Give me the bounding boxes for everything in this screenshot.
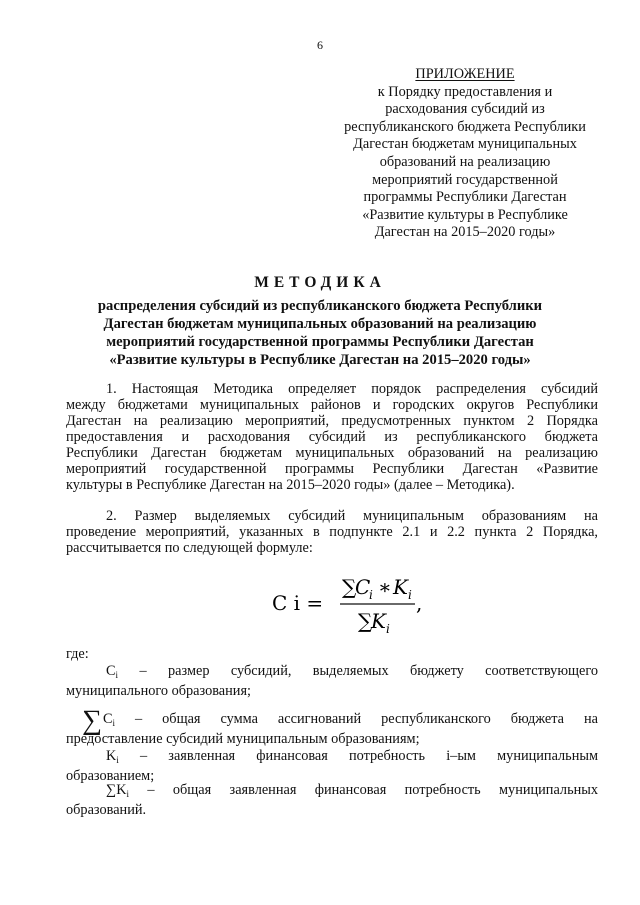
formula-lhs: C i = bbox=[272, 591, 324, 615]
formula-svg bbox=[272, 572, 422, 636]
sigma-symbol: ∑ bbox=[82, 705, 102, 736]
definition-line: образований. bbox=[66, 802, 147, 818]
formula-times: ∗ bbox=[378, 575, 392, 599]
paragraph-line: Дагестан на реализацию мероприятий, предусмотренных пунктом 2 Порядка bbox=[66, 413, 598, 429]
appendix-line: республиканского бюджета Республики bbox=[344, 118, 586, 135]
definition-line bbox=[66, 705, 598, 736]
appendix-line: образований на реализацию bbox=[379, 153, 551, 170]
symbol-sub: i bbox=[116, 755, 119, 765]
definition-text: – общая заявленная финансовая потребность муниципальных bbox=[147, 782, 598, 798]
paragraph-line: проведение мероприятий, указанных в подпункте 2.1 и 2.2 пункта 2 Порядка, bbox=[66, 524, 598, 540]
appendix-heading: ПРИЛОЖЕНИЕ bbox=[415, 66, 515, 82]
appendix-line: Дагестан бюджетам муниципальных bbox=[353, 136, 577, 153]
symbol-c: C bbox=[102, 711, 113, 727]
definition-line bbox=[66, 663, 598, 683]
symbol-sub: i bbox=[126, 789, 130, 799]
paragraph-line: рассчитывается по следующей формуле: bbox=[66, 540, 313, 556]
definition-sum-ki bbox=[66, 782, 598, 818]
appendix-line: программы Республики Дагестан bbox=[363, 189, 567, 206]
definition-line: образованием; bbox=[66, 768, 155, 784]
formula-num-c-sub: i bbox=[369, 588, 373, 602]
paragraph-line: Республики Дагестан бюджетам муниципальных образований на реализацию bbox=[66, 445, 598, 461]
paragraph-1 bbox=[66, 381, 598, 493]
page-number: 6 bbox=[317, 38, 323, 52]
paragraph-line: между бюджетами муниципальных районов и городских округов Республики bbox=[66, 397, 598, 413]
definition-line bbox=[66, 782, 598, 802]
appendix-line: Дагестан на 2015–2020 годы» bbox=[374, 224, 556, 241]
method-title: МЕТОДИКА bbox=[254, 274, 386, 291]
where-text: где: bbox=[66, 646, 89, 662]
definition-sum-ci bbox=[66, 705, 598, 747]
sigma-symbol: ∑ bbox=[106, 782, 117, 798]
appendix-line: «Развитие культуры в Республике bbox=[362, 206, 568, 223]
symbol-k: K bbox=[106, 748, 117, 764]
definition-ki bbox=[66, 748, 598, 784]
subtitle-line: «Развитие культуры в Республике Дагестан на 2015–2020 годы» bbox=[109, 352, 531, 368]
method-subtitle bbox=[70, 297, 570, 369]
symbol-c: C bbox=[106, 663, 116, 679]
formula-num-k: K bbox=[393, 575, 408, 599]
formula-num-c: C bbox=[355, 575, 371, 599]
where-label bbox=[66, 646, 598, 662]
appendix-line: к Порядку предоставления и bbox=[377, 83, 553, 100]
appendix-line: мероприятий государственной bbox=[372, 171, 558, 188]
formula-num-sigma: ∑ bbox=[342, 575, 357, 599]
paragraph-line: культуры в Республике Дагестан на 2015–2020 годы» (далее – Методика). bbox=[66, 477, 515, 493]
symbol-sub: i bbox=[112, 718, 116, 728]
definition-line: предоставление субсидий муниципальным образованиям; bbox=[66, 731, 420, 747]
symbol-k: K bbox=[116, 782, 127, 798]
paragraph-line: 1. Настоящая Методика определяет порядок распределения субсидий bbox=[106, 381, 598, 397]
definition-line: муниципального образования; bbox=[66, 683, 251, 699]
definition-text: – размер субсидий, выделяемых бюджету соответствующего bbox=[139, 663, 599, 679]
definition-ci bbox=[66, 663, 598, 699]
subtitle-line: распределения субсидий из республиканского бюджета Республики bbox=[97, 298, 543, 314]
subtitle-line: мероприятий государственной программы Республики Дагестан bbox=[106, 334, 534, 350]
formula bbox=[272, 572, 422, 636]
formula-comma: , bbox=[416, 591, 423, 615]
formula-num-k-sub: i bbox=[408, 588, 412, 602]
appendix-line: расходования субсидий из bbox=[385, 101, 545, 118]
formula-den-k: K bbox=[371, 609, 386, 633]
definition-text: – заявленная финансовая потребность i–ым муниципальным bbox=[140, 748, 598, 764]
paragraph-2 bbox=[66, 508, 598, 556]
definition-text: – общая сумма ассигнований республиканского бюджета на bbox=[135, 711, 598, 727]
paragraph-line: предоставления и расходования субсидий из республиканского бюджета bbox=[66, 429, 598, 445]
symbol-sub: i bbox=[115, 670, 119, 680]
subtitle-line: Дагестан бюджетам муниципальных образований на реализацию bbox=[103, 316, 537, 332]
formula-den-sigma: ∑ bbox=[358, 609, 373, 633]
paragraph-line: мероприятий государственной программы Республики Дагестан «Развитие bbox=[66, 461, 598, 477]
formula-den-k-sub: i bbox=[386, 622, 390, 636]
paragraph-line: 2. Размер выделяемых субсидий муниципальным образованиям на bbox=[106, 508, 598, 524]
appendix-header bbox=[320, 66, 610, 242]
definition-line bbox=[66, 748, 598, 768]
